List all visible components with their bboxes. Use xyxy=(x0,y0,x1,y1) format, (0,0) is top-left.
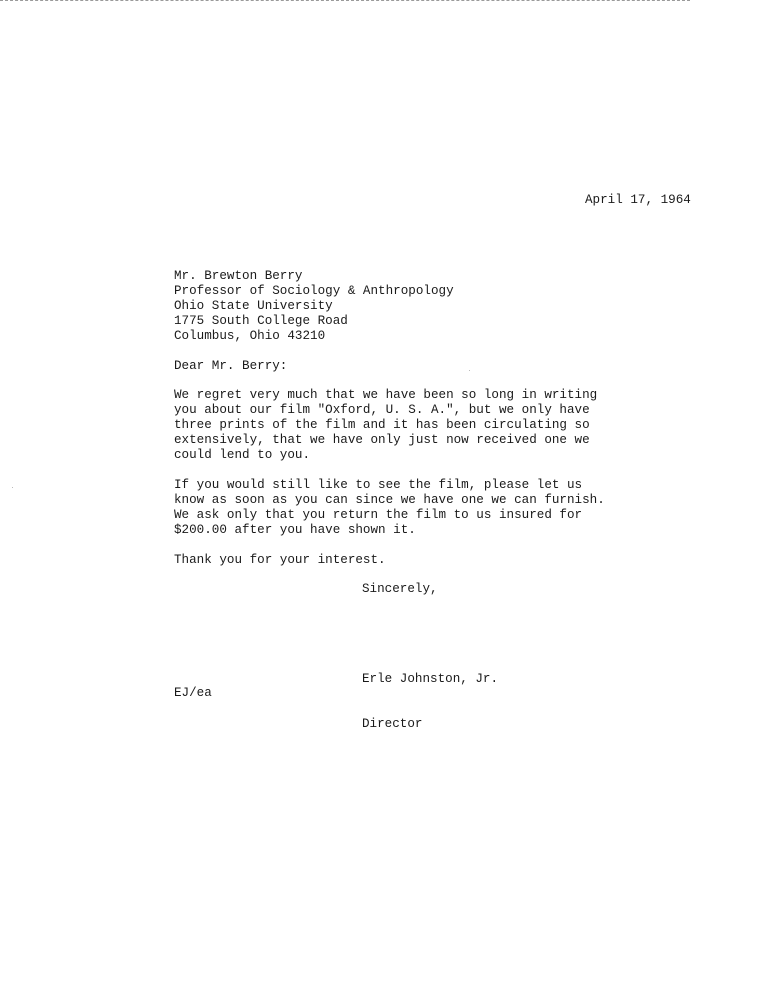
paragraph-line: $200.00 after you have shown it. xyxy=(174,523,416,537)
signer-title: Director xyxy=(362,717,423,731)
scan-speck xyxy=(12,487,13,488)
paragraph-line: We ask only that you return the film to us insured for xyxy=(174,508,583,522)
paragraph-line: know as soon as you can since we have one we can furnish. xyxy=(174,493,605,507)
paragraph-line: three prints of the film and it has been circulating so xyxy=(174,418,590,432)
scan-speck xyxy=(469,370,470,371)
paragraph-line: We regret very much that we have been so long in writing xyxy=(174,388,598,402)
paragraph-line: Thank you for your interest. xyxy=(174,553,386,567)
recipient-street: 1775 South College Road xyxy=(174,314,348,328)
salutation: Dear Mr. Berry: xyxy=(174,359,288,373)
body-paragraph-2 xyxy=(174,478,605,538)
body-paragraph-1 xyxy=(174,388,597,463)
letter-date: April 17, 1964 xyxy=(585,193,691,207)
reference-initials: EJ/ea xyxy=(174,686,212,700)
signer-name: Erle Johnston, Jr. xyxy=(362,672,499,686)
paragraph-line: could lend to you. xyxy=(174,448,311,462)
paragraph-line: extensively, that we have only just now received one we xyxy=(174,433,590,447)
recipient-city: Columbus, Ohio 43210 xyxy=(174,329,326,343)
recipient-title: Professor of Sociology & Anthropology xyxy=(174,284,454,298)
signature-block xyxy=(362,642,498,747)
page-top-dashed-border xyxy=(0,0,690,1)
recipient-institution: Ohio State University xyxy=(174,299,333,313)
complimentary-closing: Sincerely, xyxy=(362,582,438,596)
paragraph-line: you about our film "Oxford, U. S. A.", but we only have xyxy=(174,403,590,417)
body-paragraph-3 xyxy=(174,553,386,568)
paragraph-line: If you would still like to see the film, please let us xyxy=(174,478,583,492)
recipient-name: Mr. Brewton Berry xyxy=(174,269,303,283)
recipient-address-block xyxy=(174,269,454,344)
